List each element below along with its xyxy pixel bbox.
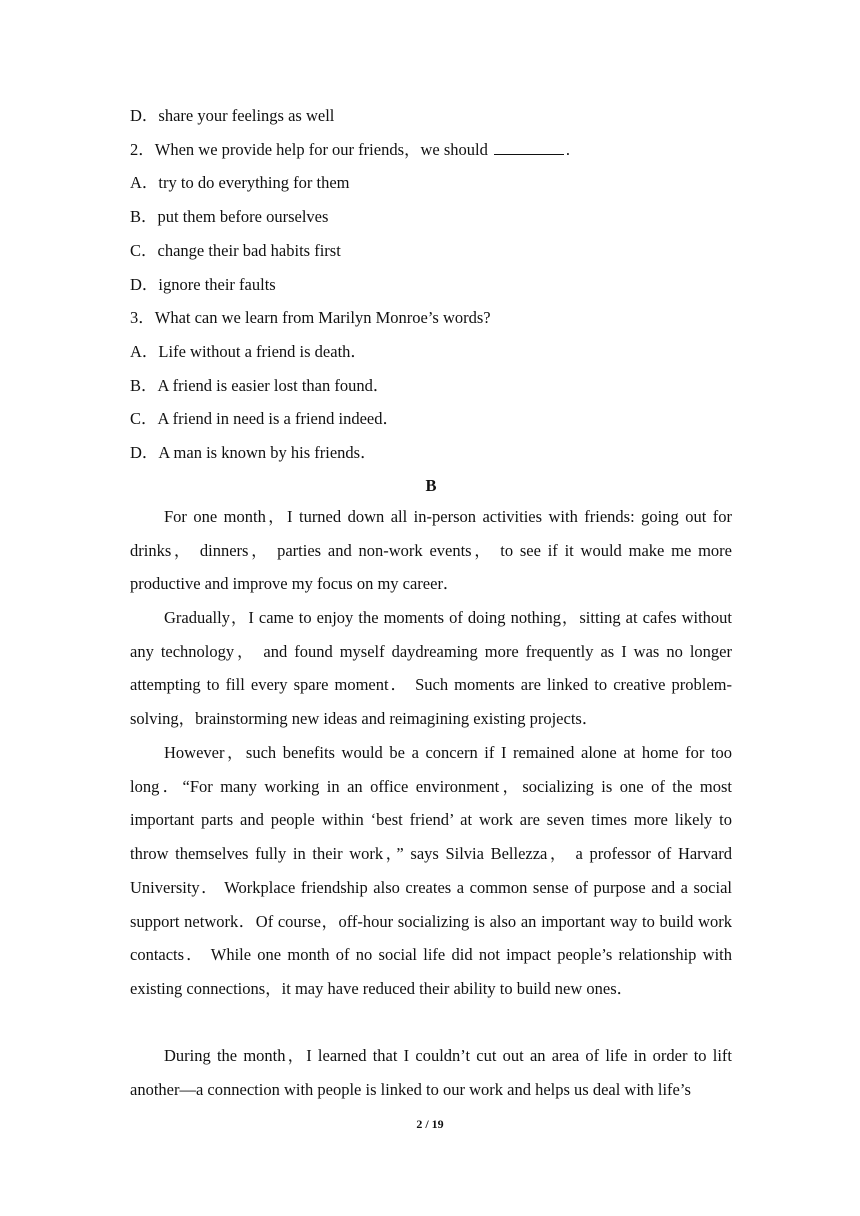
q2-option-c: C．change their bad habits first xyxy=(130,241,341,260)
passage-paragraph-2: Gradually，I came to enjoy the moments of doing nothing，sitting at cafes without any technology， and found myself daydreaming more frequently as I was no longer attempting to fill every spare moment． Such moments are linked to creative problem-solving，brainstorming new ideas and reimagining existing projects． xyxy=(130,608,732,729)
q2-stem xyxy=(130,139,732,161)
passage-paragraph-4: During the month，I learned that I couldn’t cut out an area of life in order to lift another—a connection with people is linked to our work and helps us deal with life’s xyxy=(130,1046,732,1099)
passage-paragraph-3: However，such benefits would be a concern if I remained alone at home for too long．“For many working in an office environment，socializing is one of the most important parts and people within ‘best friend’ at work are seven times more likely to throw themselves fully in their work，” says Silvia Bellezza， a professor of Harvard University． Workplace friendship also creates a common sense of purpose and a social support network．Of course，off-hour socializing is also an important way to build work contacts． While one month of no social life did not impact people’s relationship with existing connections，it may have reduced their ability to build new ones． xyxy=(130,743,732,998)
q3-option-a: A．Life without a friend is death． xyxy=(130,342,367,361)
q1-option-d: D．share your feelings as well xyxy=(130,106,335,125)
q2-option-d: D．ignore their faults xyxy=(130,275,276,294)
answer-blank xyxy=(494,140,564,155)
section-heading-b: B xyxy=(425,476,437,495)
q3-stem: 3．What can we learn from Marilyn Monroe’s words? xyxy=(130,308,491,327)
q2-stem-text: 2．When we provide help for our friends，we should xyxy=(130,140,488,159)
page-number: 2 / 19 xyxy=(416,1117,444,1131)
q3-option-b: B．A friend is easier lost than found． xyxy=(130,376,390,395)
q3-option-d: D．A man is known by his friends． xyxy=(130,443,377,462)
passage-paragraph-1: For one month，I turned down all in-person activities with friends: going out for drinks， dinners， parties and non-work events， to see if it would make me more productive and improve my focus on my career． xyxy=(130,507,732,594)
q2-option-b: B．put them before ourselves xyxy=(130,207,329,226)
q3-option-c: C．A friend in need is a friend indeed． xyxy=(130,409,399,428)
q2-option-a: A．try to do everything for them xyxy=(130,173,350,192)
q2-stem-end: . xyxy=(565,140,570,159)
